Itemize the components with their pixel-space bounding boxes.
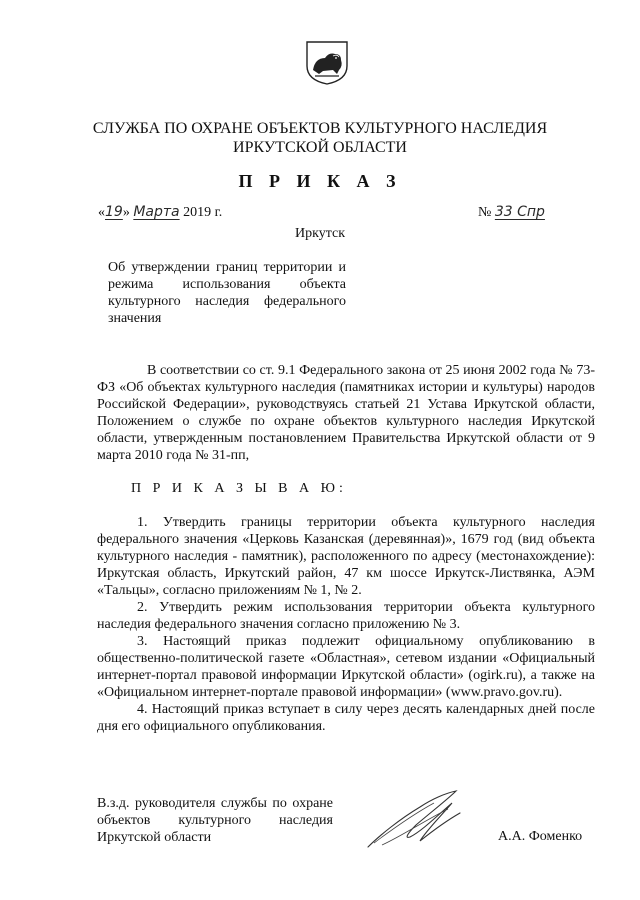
document-date [98, 204, 222, 221]
document-city: Иркутск [294, 226, 346, 241]
decree-items [97, 514, 595, 735]
document-number [478, 204, 545, 221]
decree-item: 2. Утвердить режим использования территории объекта культурного наследия федерального значения согласно приложению № 3. [97, 600, 595, 632]
agency-name [0, 119, 640, 157]
agency-line-1: СЛУЖБА ПО ОХРАНЕ ОБЪЕКТОВ КУЛЬТУРНОГО НАСЛЕДИЯ [92, 120, 548, 137]
decree-item: 3. Настоящий приказ подлежит официальному опубликованию в общественно-политической газете «Областная», сетевом издании «Официальный интернет-портал правовой информации Иркутской области» (ogirk.ru), а также на «Официальном интернет-портале правовой информации» (www.pravo.gov.ru). [97, 634, 595, 700]
document-title: П Р И К А З [238, 171, 402, 191]
quote-open: « [98, 205, 105, 220]
quote-close: » [122, 205, 130, 220]
document-subject: Об утверждении границ территории и режима использования объекта культурного наследия федерального значения [108, 260, 346, 326]
date-month: Марта [133, 204, 180, 220]
number-value: 33 Спр [494, 204, 545, 220]
decree-item: 1. Утвердить границы территории объекта культурного наследия федерального значения «Церковь Казанская (деревянная)», 1679 год (вид объекта культурного наследия - памятник), расположенного по адресу (местонахождение): Иркутская область, Иркутский район, 47 км шоссе Иркутск-Листвянка, АЭМ «Тальцы», согласно приложениям № 1, № 2. [97, 515, 595, 598]
decree-item: 4. Настоящий приказ вступает в силу через десять календарных дней после дня его официального опубликования. [97, 702, 595, 734]
signatory-name: А.А. Фоменко [498, 829, 583, 844]
date-day: 19 [105, 204, 123, 220]
coat-of-arms-icon [305, 40, 349, 86]
intro-paragraph: В соответствии со ст. 9.1 Федерального закона от 25 июня 2002 года № 73-ФЗ «Об объектах культурного наследия (памятниках истории и культуры) народов Российской Федерации», руководствуясь статьей 21 Устава Иркутской области, Положением о службе по охране объектов культурного наследия Иркутской области, утвержденным постановлением Правительства Иркутской области от 9 марта 2010 года № 31-пп, [97, 363, 595, 463]
decree-word: П Р И К А З Ы В А Ю: [131, 481, 347, 496]
signatory-position: В.з.д. руководителя службы по охране объектов культурного наследия Иркутской области [97, 796, 333, 845]
number-prefix: № [478, 205, 492, 220]
agency-line-2: ИРКУТСКОЙ ОБЛАСТИ [233, 139, 407, 156]
date-year: 2019 г. [183, 205, 223, 220]
handwritten-signature-icon [360, 785, 470, 855]
